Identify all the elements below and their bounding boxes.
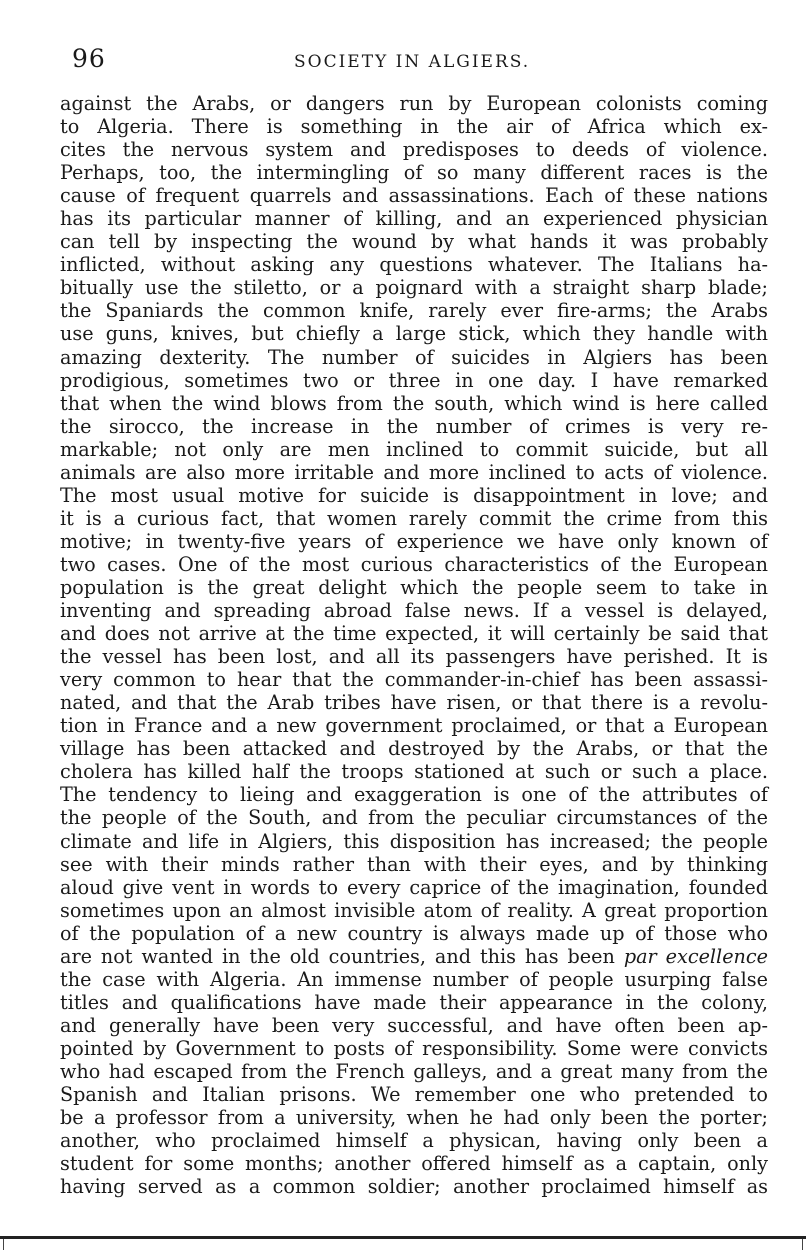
text-line: and does not arrive at the time expected, it will certainly be said that — [60, 622, 768, 646]
text-line: village has been attacked and destroyed by the Arabs, or that the — [60, 737, 768, 761]
text-line: nated, and that the Arab tribes have risen, or that there is a revolu- — [60, 691, 768, 715]
text-line: inventing and spreading abroad false news. If a vessel is delayed, — [60, 599, 768, 623]
text-line: motive; in twenty-five years of experience we have only known of — [60, 529, 768, 553]
text-line: Perhaps, too, the intermingling of so many different races is the — [60, 161, 768, 185]
text-line: cholera has killed half the troops stationed at such or such a place. — [60, 760, 768, 784]
text-line: amazing dexterity. The number of suicides in Algiers has been — [60, 345, 768, 369]
text-line-with-italic — [60, 945, 768, 968]
text-line: prodigious, sometimes two or three in one day. I have remarked — [60, 368, 768, 392]
text-line: cites the nervous system and predisposes to deeds of violence. — [60, 138, 768, 162]
page-number: 96 — [72, 44, 106, 73]
text-line: be a professor from a university, when he had only been the porter; — [60, 1106, 768, 1130]
text-line: two cases. One of the most curious characteristics of the European — [60, 552, 768, 576]
text-line: another, who proclaimed himself a physican, having only been a — [60, 1129, 768, 1153]
text-line: the sirocco, the increase in the number of crimes is very re- — [60, 414, 768, 438]
text-line: sometimes upon an almost invisible atom of reality. A great proportion — [60, 898, 768, 922]
text-line: markable; not only are men inclined to commit suicide, but all — [60, 437, 768, 461]
text-line: student for some months; another offered himself as a captain, only — [60, 1152, 768, 1176]
text-line: the vessel has been lost, and all its passengers have perished. It is — [60, 645, 768, 669]
text-segment: are not wanted in the old countries, and this has been — [60, 944, 624, 968]
text-line: aloud give vent in words to every caprice of the imagination, founded — [60, 875, 768, 899]
text-line: titles and qualifications have made their appearance in the colony, — [60, 990, 768, 1014]
text-line: the people of the South, and from the peculiar circumstances of the — [60, 806, 768, 830]
text-line: Spanish and Italian prisons. We remember one who pretended to — [60, 1083, 768, 1107]
text-line: who had escaped from the French galleys, and a great many from the — [60, 1059, 768, 1083]
text-line: of the population of a new country is always made up of those who — [60, 921, 768, 945]
text-line: inflicted, without asking any questions whatever. The Italians ha- — [60, 253, 768, 277]
text-line: very common to hear that the commander-in-chief has been assassi- — [60, 668, 768, 692]
italic-phrase: par excellence — [623, 944, 769, 968]
text-line: see with their minds rather than with their eyes, and by thinking — [60, 852, 768, 876]
text-line: can tell by inspecting the wound by what hands it was probably — [60, 230, 768, 254]
text-line: tion in France and a new government proclaimed, or that a European — [60, 714, 768, 738]
text-line: The most usual motive for suicide is disappointment in love; and — [60, 483, 768, 507]
text-line: the Spaniards the common knife, rarely ever fire-arms; the Arabs — [60, 299, 768, 323]
text-line: use guns, knives, but chiefly a large stick, which they handle with — [60, 322, 768, 346]
text-line: climate and life in Algiers, this disposition has increased; the people — [60, 829, 768, 853]
text-line: pointed by Government to posts of responsibility. Some were convicts — [60, 1036, 768, 1060]
text-line: The tendency to lieing and exaggeration is one of the attributes of — [60, 783, 768, 807]
text-line: against the Arabs, or dangers run by European colonists coming — [60, 92, 768, 115]
text-line: it is a curious fact, that women rarely commit the crime from this — [60, 506, 768, 530]
text-line: that when the wind blows from the south, which wind is here called — [60, 391, 768, 415]
scan-frame-left — [3, 1239, 4, 1250]
scan-frame-right — [802, 1239, 803, 1250]
text-line: the case with Algeria. An immense number of people usurping false — [60, 967, 768, 991]
text-line: population is the great delight which the people seem to take in — [60, 575, 768, 599]
running-title: SOCIETY IN ALGIERS. — [294, 52, 531, 72]
body-text — [60, 92, 768, 1198]
text-line: having served as a common soldier; another proclaimed himself as — [60, 1175, 768, 1199]
text-line: to Algeria. There is something in the air of Africa which ex- — [60, 115, 768, 139]
text-line: animals are also more irritable and more inclined to acts of violence. — [60, 460, 768, 484]
scan-frame-bottom — [0, 1236, 806, 1250]
text-line: cause of frequent quarrels and assassinations. Each of these nations — [60, 184, 768, 208]
text-line: has its particular manner of killing, and an experienced physician — [60, 207, 768, 231]
text-line: bitually use the stiletto, or a poignard with a straight sharp blade; — [60, 276, 768, 300]
text-line: and generally have been very successful, and have often been ap- — [60, 1013, 768, 1037]
page-header — [72, 44, 766, 78]
